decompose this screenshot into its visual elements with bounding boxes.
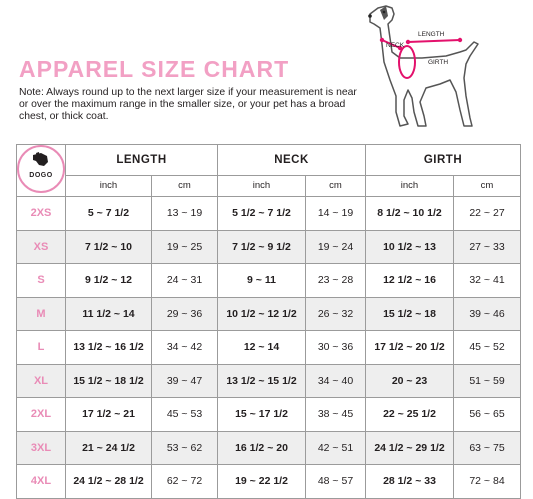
girth-inch-cell: 20 ~ 23 (366, 364, 454, 398)
length-inch-cell: 15 1/2 ~ 18 1/2 (66, 364, 152, 398)
neck-cm-cell: 42 ~ 51 (306, 431, 366, 465)
neck-inch-cell: 12 ~ 14 (218, 331, 306, 365)
girth-inch-header: inch (366, 175, 454, 196)
neck-inch-cell: 15 ~ 17 1/2 (218, 398, 306, 432)
table-row (17, 398, 521, 432)
girth-cm-cell: 32 ~ 41 (454, 264, 521, 298)
girth-header: GIRTH (366, 145, 521, 176)
table-row (17, 264, 521, 298)
size-label: 2XL (17, 398, 66, 432)
length-inch-header: inch (66, 175, 152, 196)
neck-inch-header: inch (218, 175, 306, 196)
length-inch-cell: 7 1/2 ~ 10 (66, 230, 152, 264)
dog-measurement-diagram (360, 0, 533, 140)
length-inch-cell: 5 ~ 7 1/2 (66, 197, 152, 231)
length-cm-cell: 19 ~ 25 (152, 230, 218, 264)
girth-cm-cell: 39 ~ 46 (454, 297, 521, 331)
neck-inch-cell: 5 1/2 ~ 7 1/2 (218, 197, 306, 231)
size-label: XL (17, 364, 66, 398)
table-row (17, 230, 521, 264)
girth-inch-cell: 10 1/2 ~ 13 (366, 230, 454, 264)
length-cm-cell: 34 ~ 42 (152, 331, 218, 365)
length-cm-cell: 13 ~ 19 (152, 197, 218, 231)
neck-cm-cell: 38 ~ 45 (306, 398, 366, 432)
table-row (17, 297, 521, 331)
length-cm-cell: 24 ~ 31 (152, 264, 218, 298)
neck-inch-cell: 10 1/2 ~ 12 1/2 (218, 297, 306, 331)
girth-inch-cell: 28 1/2 ~ 33 (366, 465, 454, 499)
neck-inch-cell: 19 ~ 22 1/2 (218, 465, 306, 499)
table-row (17, 197, 521, 231)
neck-inch-cell: 13 1/2 ~ 15 1/2 (218, 364, 306, 398)
neck-inch-cell: 9 ~ 11 (218, 264, 306, 298)
size-label: L (17, 331, 66, 365)
girth-label: GIRTH (428, 59, 449, 66)
girth-inch-cell: 15 1/2 ~ 18 (366, 297, 454, 331)
neck-label: NECK (386, 42, 405, 49)
neck-cm-cell: 23 ~ 28 (306, 264, 366, 298)
neck-cm-header: cm (306, 175, 366, 196)
size-label: M (17, 297, 66, 331)
girth-cm-cell: 63 ~ 75 (454, 431, 521, 465)
girth-inch-cell: 22 ~ 25 1/2 (366, 398, 454, 432)
girth-cm-cell: 56 ~ 65 (454, 398, 521, 432)
neck-cm-cell: 19 ~ 24 (306, 230, 366, 264)
length-header: LENGTH (66, 145, 218, 176)
neck-cm-cell: 30 ~ 36 (306, 331, 366, 365)
table-row (17, 465, 521, 499)
length-inch-cell: 13 1/2 ~ 16 1/2 (66, 331, 152, 365)
girth-cm-cell: 51 ~ 59 (454, 364, 521, 398)
neck-cm-cell: 34 ~ 40 (306, 364, 366, 398)
neck-header: NECK (218, 145, 366, 176)
girth-cm-cell: 22 ~ 27 (454, 197, 521, 231)
length-inch-cell: 9 1/2 ~ 12 (66, 264, 152, 298)
girth-cm-header: cm (454, 175, 521, 196)
neck-cm-cell: 48 ~ 57 (306, 465, 366, 499)
table-row (17, 364, 521, 398)
length-inch-cell: 17 1/2 ~ 21 (66, 398, 152, 432)
length-cm-cell: 39 ~ 47 (152, 364, 218, 398)
length-inch-cell: 11 1/2 ~ 14 (66, 297, 152, 331)
size-note: Note: Always round up to the next larger size if your measurement is near or over the maximum range in the smaller size, or your pet has a broad chest, or thick coat. (19, 87, 357, 122)
table-row (17, 331, 521, 365)
length-cm-cell: 62 ~ 72 (152, 465, 218, 499)
length-inch-cell: 24 1/2 ~ 28 1/2 (66, 465, 152, 499)
length-cm-header: cm (152, 175, 218, 196)
size-label: S (17, 264, 66, 298)
girth-inch-cell: 12 1/2 ~ 16 (366, 264, 454, 298)
girth-cm-cell: 27 ~ 33 (454, 230, 521, 264)
girth-inch-cell: 24 1/2 ~ 29 1/2 (366, 431, 454, 465)
length-cm-cell: 29 ~ 36 (152, 297, 218, 331)
length-inch-cell: 21 ~ 24 1/2 (66, 431, 152, 465)
size-label: XS (17, 230, 66, 264)
length-cm-cell: 45 ~ 53 (152, 398, 218, 432)
girth-inch-cell: 17 1/2 ~ 20 1/2 (366, 331, 454, 365)
size-label: 4XL (17, 465, 66, 499)
girth-inch-cell: 8 1/2 ~ 10 1/2 (366, 197, 454, 231)
size-chart-table (16, 144, 521, 499)
size-label: 2XS (17, 197, 66, 231)
neck-cm-cell: 26 ~ 32 (306, 297, 366, 331)
logo-cell (17, 145, 66, 197)
table-row (17, 431, 521, 465)
neck-inch-cell: 7 1/2 ~ 9 1/2 (218, 230, 306, 264)
dogo-logo (17, 145, 65, 193)
girth-cm-cell: 72 ~ 84 (454, 465, 521, 499)
logo-brand: DOGO (29, 172, 53, 179)
girth-cm-cell: 45 ~ 52 (454, 331, 521, 365)
neck-inch-cell: 16 1/2 ~ 20 (218, 431, 306, 465)
length-label: LENGTH (418, 31, 445, 38)
length-cm-cell: 53 ~ 62 (152, 431, 218, 465)
page-title: APPAREL SIZE CHART (19, 56, 290, 82)
neck-cm-cell: 14 ~ 19 (306, 197, 366, 231)
size-label: 3XL (17, 431, 66, 465)
